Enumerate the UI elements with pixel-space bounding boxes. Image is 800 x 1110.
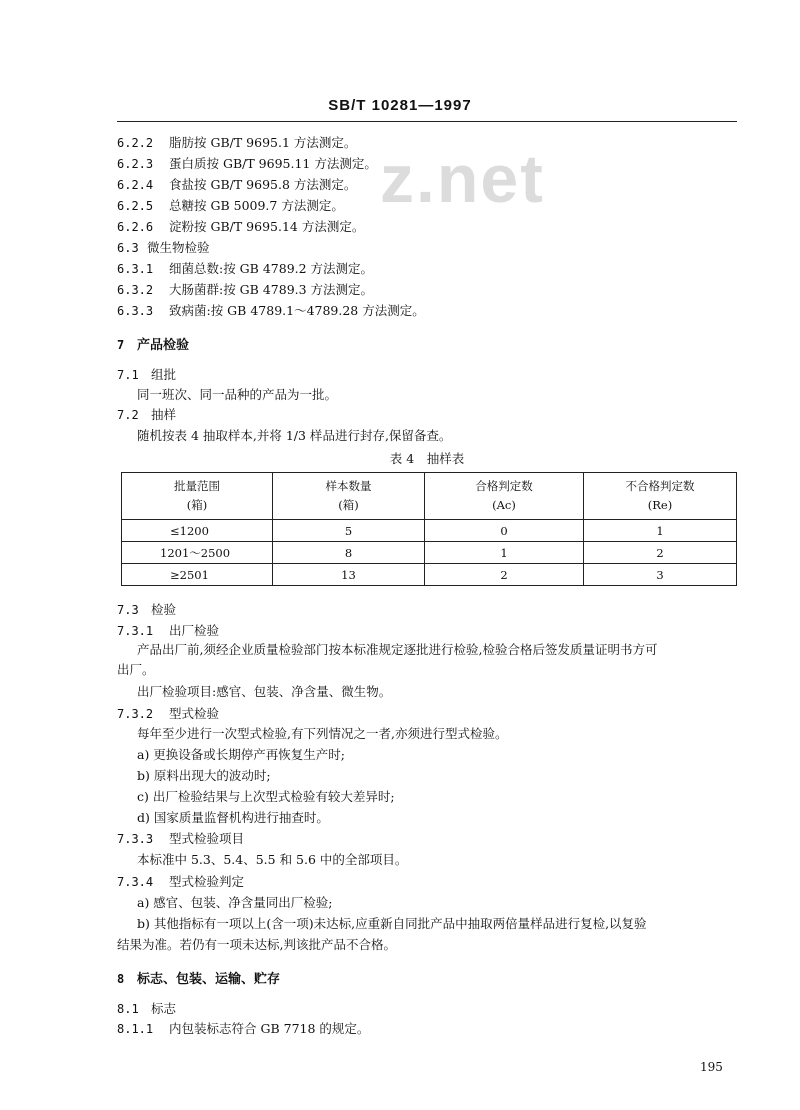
- table-cell: 2: [425, 564, 584, 586]
- section-7-heading: 7 产品检验: [117, 337, 190, 352]
- clause-6-3-2: 6.3.2 大肠菌群:按 GB 4789.3 方法测定。: [117, 282, 374, 297]
- clause-6-2-6: 6.2.6 淀粉按 GB/T 9695.14 方法测定。: [117, 219, 365, 234]
- header-accept-number: 合格判定数 (Ac): [425, 473, 584, 520]
- list-item: c) 出厂检验结果与上次型式检验有较大差异时;: [137, 789, 395, 804]
- clause-7-2-text: 随机按表 4 抽取样本,并将 1/3 样品进行封存,保留备查。: [137, 428, 452, 443]
- list-item: b) 其他指标有一项以上(含一项)未达标,应重新自同批产品中抽取两倍量样品进行复检,以复验: [137, 916, 647, 931]
- clause-6-2-4: 6.2.4 食盐按 GB/T 9695.8 方法测定。: [117, 177, 357, 192]
- clause-7-3: 7.3 检验: [117, 602, 177, 617]
- clause-6-2-2: 6.2.2 脂肪按 GB/T 9695.1 方法测定。: [117, 135, 357, 150]
- list-item-cont: 结果为准。若仍有一项未达标,判该批产品不合格。: [117, 937, 396, 952]
- clause-7-3-3: 7.3.3 型式检验项目: [117, 831, 245, 846]
- table-cell: ≥2501: [122, 564, 273, 586]
- clause-6-3-1: 6.3.1 细菌总数:按 GB 4789.2 方法测定。: [117, 261, 374, 276]
- clause-7-3-1-text: 产品出厂前,须经企业质量检验部门按本标准规定逐批进行检验,检验合格后签发质量证明书方可: [137, 642, 658, 657]
- table-cell: 5: [273, 520, 425, 542]
- watermark: z.net: [380, 141, 545, 217]
- sampling-table: [121, 472, 737, 586]
- clause-7-3-2-text: 每年至少进行一次型式检验,有下列情况之一者,亦须进行型式检验。: [137, 726, 508, 741]
- table-cell: 3: [584, 564, 737, 586]
- table-cell: 1201～2500: [122, 542, 273, 564]
- table-caption: 表 4 抽样表: [389, 451, 465, 466]
- clause-8-1: 8.1 标志: [117, 1001, 177, 1016]
- clause-7-1-text: 同一班次、同一品种的产品为一批。: [137, 387, 338, 402]
- clause-7-2: 7.2 抽样: [117, 407, 177, 422]
- clause-6-2-5: 6.2.5 总糖按 GB 5009.7 方法测定。: [117, 198, 344, 213]
- table-row: [122, 542, 737, 564]
- table-cell: 1: [584, 520, 737, 542]
- clause-7-3-2: 7.3.2 型式检验: [117, 706, 220, 721]
- clause-6-3: 6.3 微生物检验: [117, 240, 210, 255]
- clause-7-1: 7.1 组批: [117, 367, 177, 382]
- header-sample-size: 样本数量 (箱): [273, 473, 425, 520]
- table-cell: 8: [273, 542, 425, 564]
- clause-7-3-1-items: 出厂检验项目:感官、包装、净含量、微生物。: [137, 684, 392, 699]
- list-item: d) 国家质量监督机构进行抽查时。: [137, 810, 329, 825]
- table-header-row: [122, 473, 737, 520]
- table-cell: ≤1200: [122, 520, 273, 542]
- table-cell: 2: [584, 542, 737, 564]
- list-item: b) 原料出现大的波动时;: [137, 768, 271, 783]
- header-reject-number: 不合格判定数 (Re): [584, 473, 737, 520]
- table-row: [122, 564, 737, 586]
- clause-7-3-1: 7.3.1 出厂检验: [117, 623, 220, 638]
- table-cell: 0: [425, 520, 584, 542]
- clause-6-2-3: 6.2.3 蛋白质按 GB/T 9695.11 方法测定。: [117, 156, 377, 171]
- clause-8-1-1: 8.1.1 内包装标志符合 GB 7718 的规定。: [117, 1021, 370, 1036]
- clause-7-3-4: 7.3.4 型式检验判定: [117, 874, 245, 889]
- standard-code-header: SB/T 10281—1997: [328, 97, 472, 114]
- header-batch-range: 批量范围 (箱): [122, 473, 273, 520]
- table-cell: 1: [425, 542, 584, 564]
- list-item: a) 感官、包装、净含量同出厂检验;: [137, 895, 333, 910]
- clause-6-3-3: 6.3.3 致病菌:按 GB 4789.1～4789.28 方法测定。: [117, 303, 425, 318]
- list-item: a) 更换设备或长期停产再恢复生产时;: [137, 747, 346, 762]
- section-8-heading: 8 标志、包装、运输、贮存: [117, 971, 281, 986]
- header-rule: [117, 121, 737, 122]
- page-number: 195: [700, 1060, 723, 1074]
- table-row: [122, 520, 737, 542]
- clause-7-3-3-text: 本标准中 5.3、5.4、5.5 和 5.6 中的全部项目。: [137, 852, 408, 867]
- table-cell: 13: [273, 564, 425, 586]
- clause-7-3-1-text-cont: 出厂。: [117, 662, 155, 677]
